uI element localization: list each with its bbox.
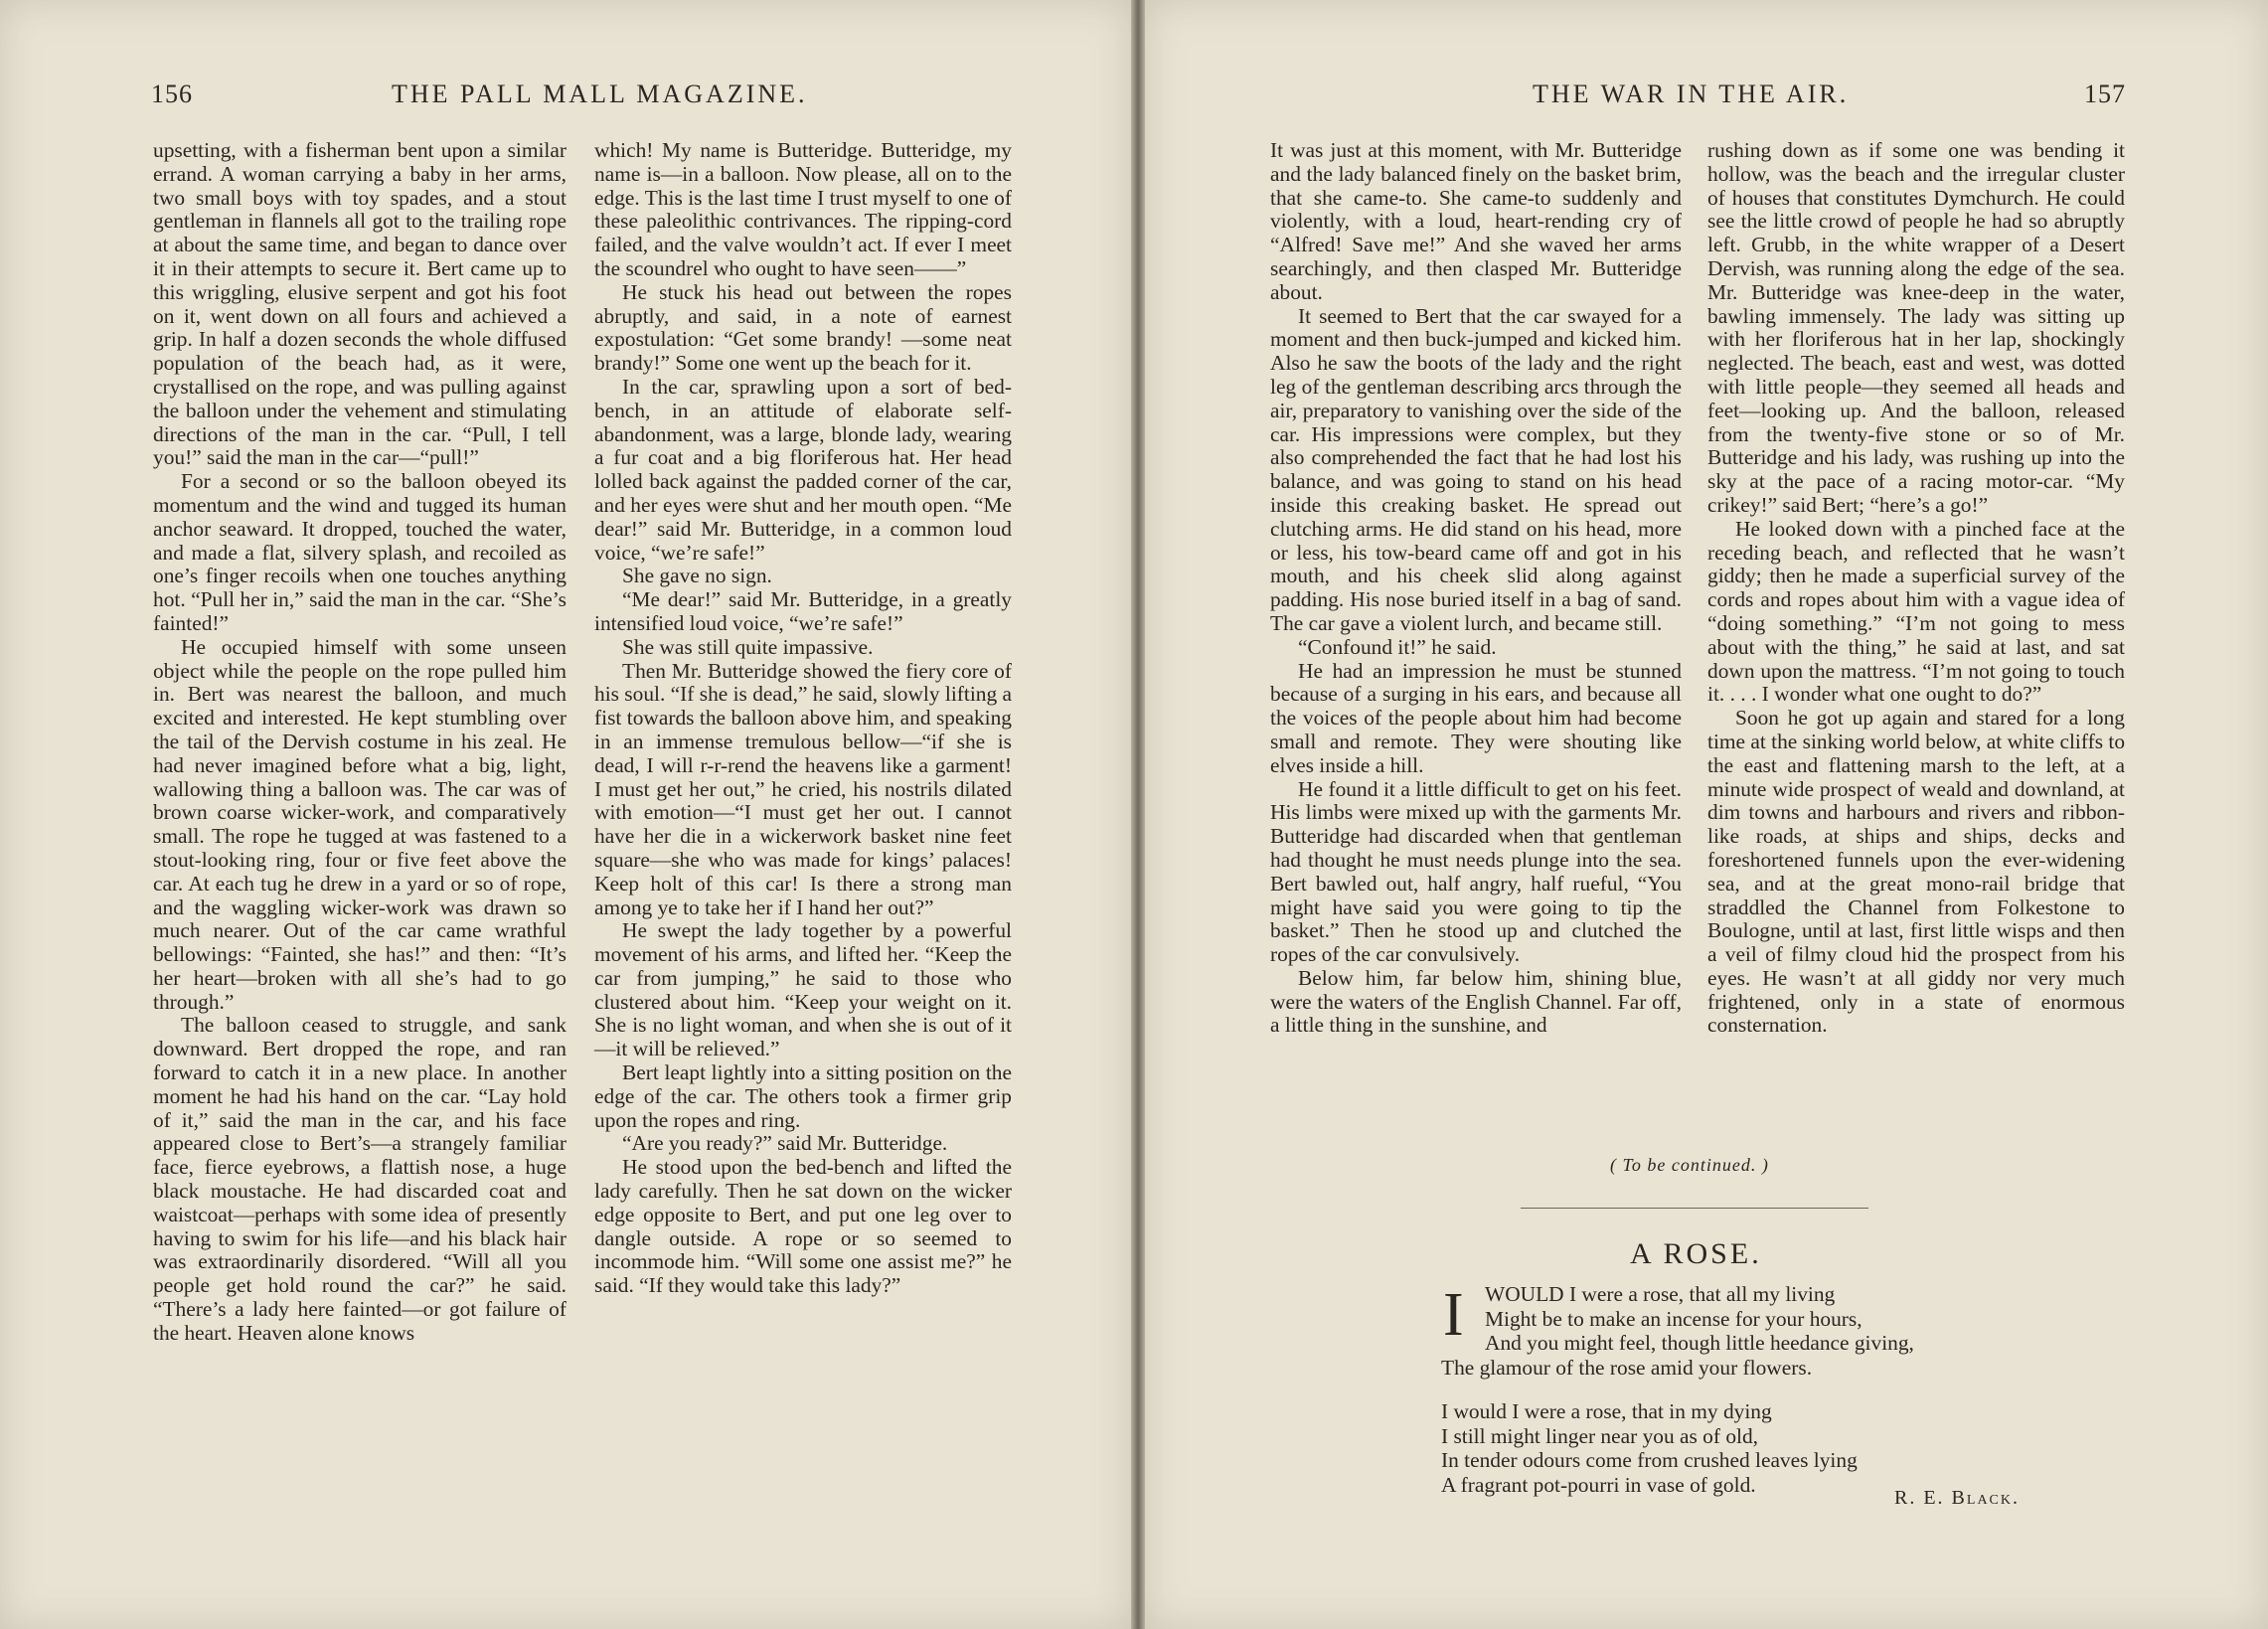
paragraph: She was still quite impassive. <box>622 634 874 659</box>
paragraph: rushing down as if some one was bending it hollow, was the beach and the irregular cluster of houses that constitutes Dymchurch. He could see the little crowd of people he had so abruptly left. Grubb, in the white wrapper of a Desert Dervish, was running along the edge of the sea. Mr. Butteridge was knee-deep in the water, bawling immensely. The lady was sitting up with her floriferous hat in her lap, shockingly neglected. The beach, east and west, was dotted with little people—they seemed all heads and feet—looking up. And the balloon, released from the twenty-five stone or so of Mr. Butteridge and his lady, was rushing up into the sky at the pace of a racing motor-car. “My crikey!” said Bert; “here’s a go!” <box>1707 138 2125 517</box>
poem-stanza-2 <box>1441 1399 2037 1497</box>
paragraph: He looked down with a pinched face at the receding beach, and reflected that he wasn’t giddy; then he made a superficial survey of the cords and ropes about him with a vague idea of “doing something.” “I’m not going to mess about with the thing,” he said at last, and sat down upon the mattress. “I’m not going to touch it. . . . I wonder what one ought to do?” <box>1707 516 2125 707</box>
paragraph: Then Mr. Butteridge showed the fiery core of his soul. “If she is dead,” he said, slowly lifting a fist towards the balloon above him, and speaking in an immense tremulous bellow—“if she is dead, I will r-r-rend the heavens like a garment! I must get her out,” he cried, his nostrils dilated with emotion—“I must get her out. I cannot have her die in a wickerwork basket nine feet square—she who was made for kings’ palaces! Keep holt of this car! Is there a strong man among ye to take her if I hand her out?” <box>594 658 1013 919</box>
poem-line: The glamour of the rose amid your flowers. <box>1441 1355 1813 1380</box>
paragraph: He stuck his head out between the ropes abruptly, and said, in a note of earnest expostulation: “Get some brandy! —some neat brandy!” Some one went up the beach for it. <box>594 279 1012 376</box>
running-head-right: THE WAR IN THE AIR. <box>1533 80 1850 108</box>
text-column-4 <box>1707 139 2125 1038</box>
poem-line: I would I were a rose, that in my dying <box>1441 1399 1772 1423</box>
poem-line: And you might feel, though little heedance giving, <box>1485 1331 1914 1355</box>
paragraph: “Are you ready?” said Mr. Butteridge. <box>622 1131 948 1156</box>
paragraph: She gave no sign. <box>622 564 772 588</box>
running-head-left: THE PALL MALL MAGAZINE. <box>392 80 808 108</box>
poem-line: WOULD I were a rose, that all my living <box>1485 1282 1836 1306</box>
paragraph: He occupied himself with some unseen object while the people on the rope pulled him in. Bert was nearest the balloon, and much excited and interested. He kept stumbling over the tail of the Dervish costume in his zeal. He had never imagined before what a big, light, wallowing thing a balloon was. The car was of brown coarse wicker-work, and comparatively small. The rope he tugged at was fastened to a stout-looking ring, four or five feet above the car. At each tug he drew in a yard or so of rope, and the waggling wicker-work was drawn so much nearer. Out of the car came wrathful bellowings: “Fainted, she has!” and then: “It’s her heart—broken with all she’s had to go through.” <box>153 634 567 1014</box>
paragraph: For a second or so the balloon obeyed its momentum and the wind and tugged its human anchor seaward. It dropped, touched the water, and made a flat, silvery splash, and recoiled as one’s finger recoils when one touches anything hot. “Pull her in,” said the man in the car. “She’s fainted!” <box>153 469 567 635</box>
poem-author: R. E. Black. <box>1894 1487 2021 1509</box>
poem-line: I still might linger near you as of old, <box>1441 1423 1759 1448</box>
paragraph: Soon he got up again and stared for a long time at the sinking world below, at white cliffs to the east and flattening marsh to the left, at a minute wide prospect of weald and downland, at dim towns and harbours and rivers and ribbon-like roads, at ships and ships, decks and foreshortened funnels upon the ever-widening sea, and at the great mono-rail bridge that straddled the Channel from Folkestone to Boulogne, until at last, first little wisps and then a veil of filmy cloud hid the prospect from his eyes. He wasn’t at all giddy nor very much frightened, only in a state of enormous consternation. <box>1707 706 2126 1038</box>
page-number-right: 157 <box>2084 80 2126 108</box>
text-column-2 <box>594 139 1012 1298</box>
poem-line: In tender odours come from crushed leaves lying <box>1441 1448 1858 1472</box>
paragraph: He found it a little difficult to get on his feet. His limbs were mixed up with the garments Mr. Butteridge had discarded when that gentleman had thought he must needs plunge into the sea. Bert bawled out, half angry, half rueful, “You might have said you were going to tip the basket.” Then he stood up and clutched the ropes of the car convulsively. <box>1270 776 1682 967</box>
book-gutter <box>1131 0 1145 1629</box>
paragraph: He swept the lady together by a powerful movement of his arms, and lifted her. “Keep the car from jumping,” he said to those who clustered about him. “Keep your weight on it. She is no light woman, and when she is out of it—it will be relieved.” <box>594 918 1012 1061</box>
poem-title: A ROSE. <box>1630 1237 1762 1270</box>
poem-line: A fragrant pot-pourri in vase of gold. <box>1441 1472 1756 1497</box>
paragraph: Bert leapt lightly into a sitting position on the edge of the car. The others took a firmer grip upon the ropes and ring. <box>594 1060 1012 1132</box>
poem-dropcap: I <box>1443 1281 1464 1349</box>
continued-note: ( To be continued. ) <box>1610 1155 1769 1175</box>
paragraph: He had an impression he must be stunned because of a surging in his ears, and because all the voices of the people about him had become small and remote. They were shouting like elves inside a hill. <box>1270 658 1682 777</box>
paragraph: upsetting, with a fisherman bent upon a similar errand. A woman carrying a baby in her arms, two small boys with toy spades, and a stout gentleman in flannels all got to the trailing rope at about the same time, and began to dance over it in their attempts to secure it. Bert came up to this wriggling, elusive serpent and got his foot on it, went down on all fours and achieved a grip. In half a dozen seconds the whole diffused population of the beach had, as it were, crystallised on the rope, and was pulling against the balloon under the vehement and stimulating directions of the man in the car. “Pull, I tell you!” said the man in the car—“pull!” <box>153 138 567 470</box>
paragraph: The balloon ceased to struggle, and sank downward. Bert dropped the rope, and ran forward to catch it in a new place. In another moment he had his hand on the car. “Lay hold of it,” said the man in the car, and his face appeared close to Bert’s—a strangely familiar face, fierce eyebrows, a flattish nose, a huge black moustache. He had discarded coat and waistcoat—perhaps with some idea of presently having to swim for his life—and his black hair was extraordinarily disordered. “Will all you people get hold round the car?” he said. “There’s a lady here fainted—or got failure of the heart. Heaven alone knows <box>153 1013 567 1345</box>
poem-line: Might be to make an incense for your hours, <box>1485 1306 1863 1331</box>
paragraph: “Confound it!” he said. <box>1298 634 1497 659</box>
text-column-1 <box>153 139 567 1346</box>
paragraph: In the car, sprawling upon a sort of bed-bench, in an attitude of elaborate self-abandonment, was a large, blonde lady, wearing a fur coat and a big floriferous hat. Her head lolled back against the padded corner of the car, and her eyes were shut and her mouth open. “Me dear!” said Mr. Butteridge, in a common loud voice, “we’re safe!” <box>594 374 1012 565</box>
text-column-3 <box>1270 139 1682 1038</box>
paragraph: He stood upon the bed-bench and lifted the lady carefully. Then he sat down on the wicker edge opposite to Bert, and put one leg over to dangle outside. A rope or so seemed to incommode him. “Will some one assist me?” he said. “If they would take this lady?” <box>594 1155 1012 1298</box>
paragraph: It seemed to Bert that the car swayed for a moment and then buck-jumped and kicked him. Also he saw the boots of the lady and the right leg of the gentleman describing arcs through the air, preparatory to vanishing over the side of the car. His impressions were complex, but they also comprehended the fact that he had lost his balance, and was going to stand on his head inside this creaking basket. He spread out clutching arms. He did stand on his head, more or less, his tow-beard came off and got in his mouth, and his cheek slid along against padding. His nose buried itself in a bag of sand. The car gave a violent lurch, and became still. <box>1270 303 1682 635</box>
paragraph: It was just at this moment, with Mr. Butteridge and the lady balanced finely on the basket brim, that she came-to. She came-to suddenly and violently, with a loud, heart-rending cry of “Alfred! Save me!” And she waved her arms searchingly, and then clasped Mr. Butteridge about. <box>1270 138 1682 304</box>
paragraph: “Me dear!” said Mr. Butteridge, in a greatly intensified loud voice, “we’re safe!” <box>594 587 1012 635</box>
paragraph: Below him, far below him, shining blue, were the waters of the English Channel. Far off, a little thing in the sunshine, and <box>1270 965 1682 1038</box>
page-number-left: 156 <box>151 80 193 108</box>
divider-rule <box>1521 1208 1868 1209</box>
poem-stanza-1 <box>1441 1282 2037 1380</box>
left-page <box>0 0 1131 1629</box>
poem-body <box>1441 1282 2037 1517</box>
paragraph: which! My name is Butteridge. Butteridge, my name is—in a balloon. Now please, all on to the edge. This is the last time I trust myself to one of these paleolithic contrivances. The ripping-cord failed, and the valve wouldn’t act. If ever I meet the scoundrel who ought to have seen——” <box>594 138 1012 280</box>
